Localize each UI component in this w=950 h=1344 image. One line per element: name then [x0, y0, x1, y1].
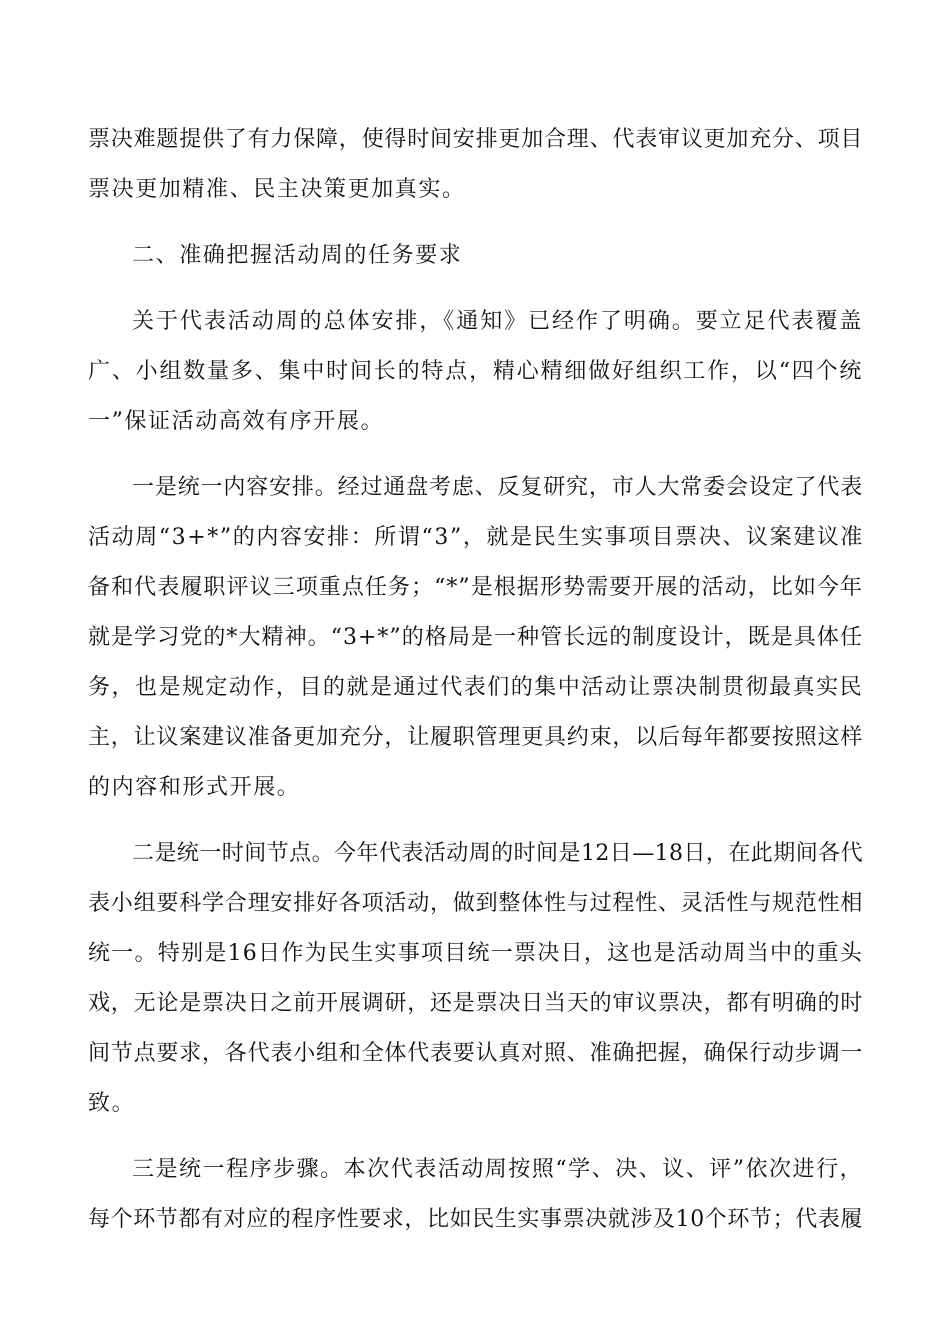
- text-line: 主，让议案建议准备更加充分，让履职管理更具约束，以后每年都要按照这样: [88, 725, 864, 750]
- text-line: 广、小组数量多、集中时间长的特点，精心精细做好组织工作，以“四个统: [88, 359, 863, 384]
- text-line: 一”保证活动高效有序开展。: [88, 409, 385, 434]
- document-page: [88, 124, 863, 1254]
- text-line: 一是统一内容安排。经过通盘考虑、反复研究，市人大常委会设定了代表: [132, 475, 863, 500]
- heading-line: 二、准确把握活动周的任务要求: [132, 243, 463, 268]
- text-line: 关于代表活动周的总体安排，《通知》已经作了明确。要立足代表覆盖: [132, 309, 863, 334]
- text-line: 务，也是规定动作，目的就是通过代表们的集中活动让票决制贯彻最真实民: [88, 675, 863, 700]
- paragraph-procedure-steps: [88, 1154, 863, 1254]
- section-heading: [88, 240, 863, 290]
- text-line: 的内容和形式开展。: [88, 775, 301, 800]
- text-line: 票决难题提供了有力保障，使得时间安排更加合理、代表审议更加充分、项目: [88, 127, 864, 152]
- text-line: 致。: [88, 1091, 136, 1116]
- text-line: 表小组要科学合理安排好各项活动，做到整体性与过程性、灵活性与规范性相: [88, 891, 864, 916]
- text-line: 票决更加精准、民主决策更加真实。: [88, 177, 466, 202]
- text-line: 统一。特别是16日作为民生实事项目统一票决日，这也是活动周当中的重头: [88, 941, 863, 966]
- paragraph-time-nodes: [88, 838, 863, 1138]
- text-line: 戏，无论是票决日之前开展调研，还是票决日当天的审议票决，都有明确的时: [88, 991, 864, 1016]
- text-line: 活动周“3+*”的内容安排：所谓“3”，就是民生实事项目票决、议案建议准: [88, 525, 865, 550]
- text-line: 三是统一程序步骤。本次代表活动周按照“学、决、议、评”依次进行，: [132, 1157, 863, 1182]
- paragraph-content-arrangement: [88, 472, 863, 822]
- text-line: 每个环节都有对应的程序性要求，比如民生实事票决就涉及10个环节；代表履: [88, 1207, 863, 1232]
- paragraph-overview: [88, 306, 863, 456]
- text-line: 间节点要求，各代表小组和全体代表要认真对照、准确把握，确保行动步调一: [88, 1041, 864, 1066]
- text-line: 二是统一时间节点。今年代表活动周的时间是12日—18日，在此期间各代: [132, 841, 863, 866]
- text-line: 就是学习党的*大精神。“3+*”的格局是一种管长远的制度设计，既是具体任: [88, 625, 863, 650]
- text-line: 备和代表履职评议三项重点任务；“*”是根据形势需要开展的活动，比如今年: [88, 575, 863, 600]
- paragraph-continuation: [88, 124, 863, 224]
